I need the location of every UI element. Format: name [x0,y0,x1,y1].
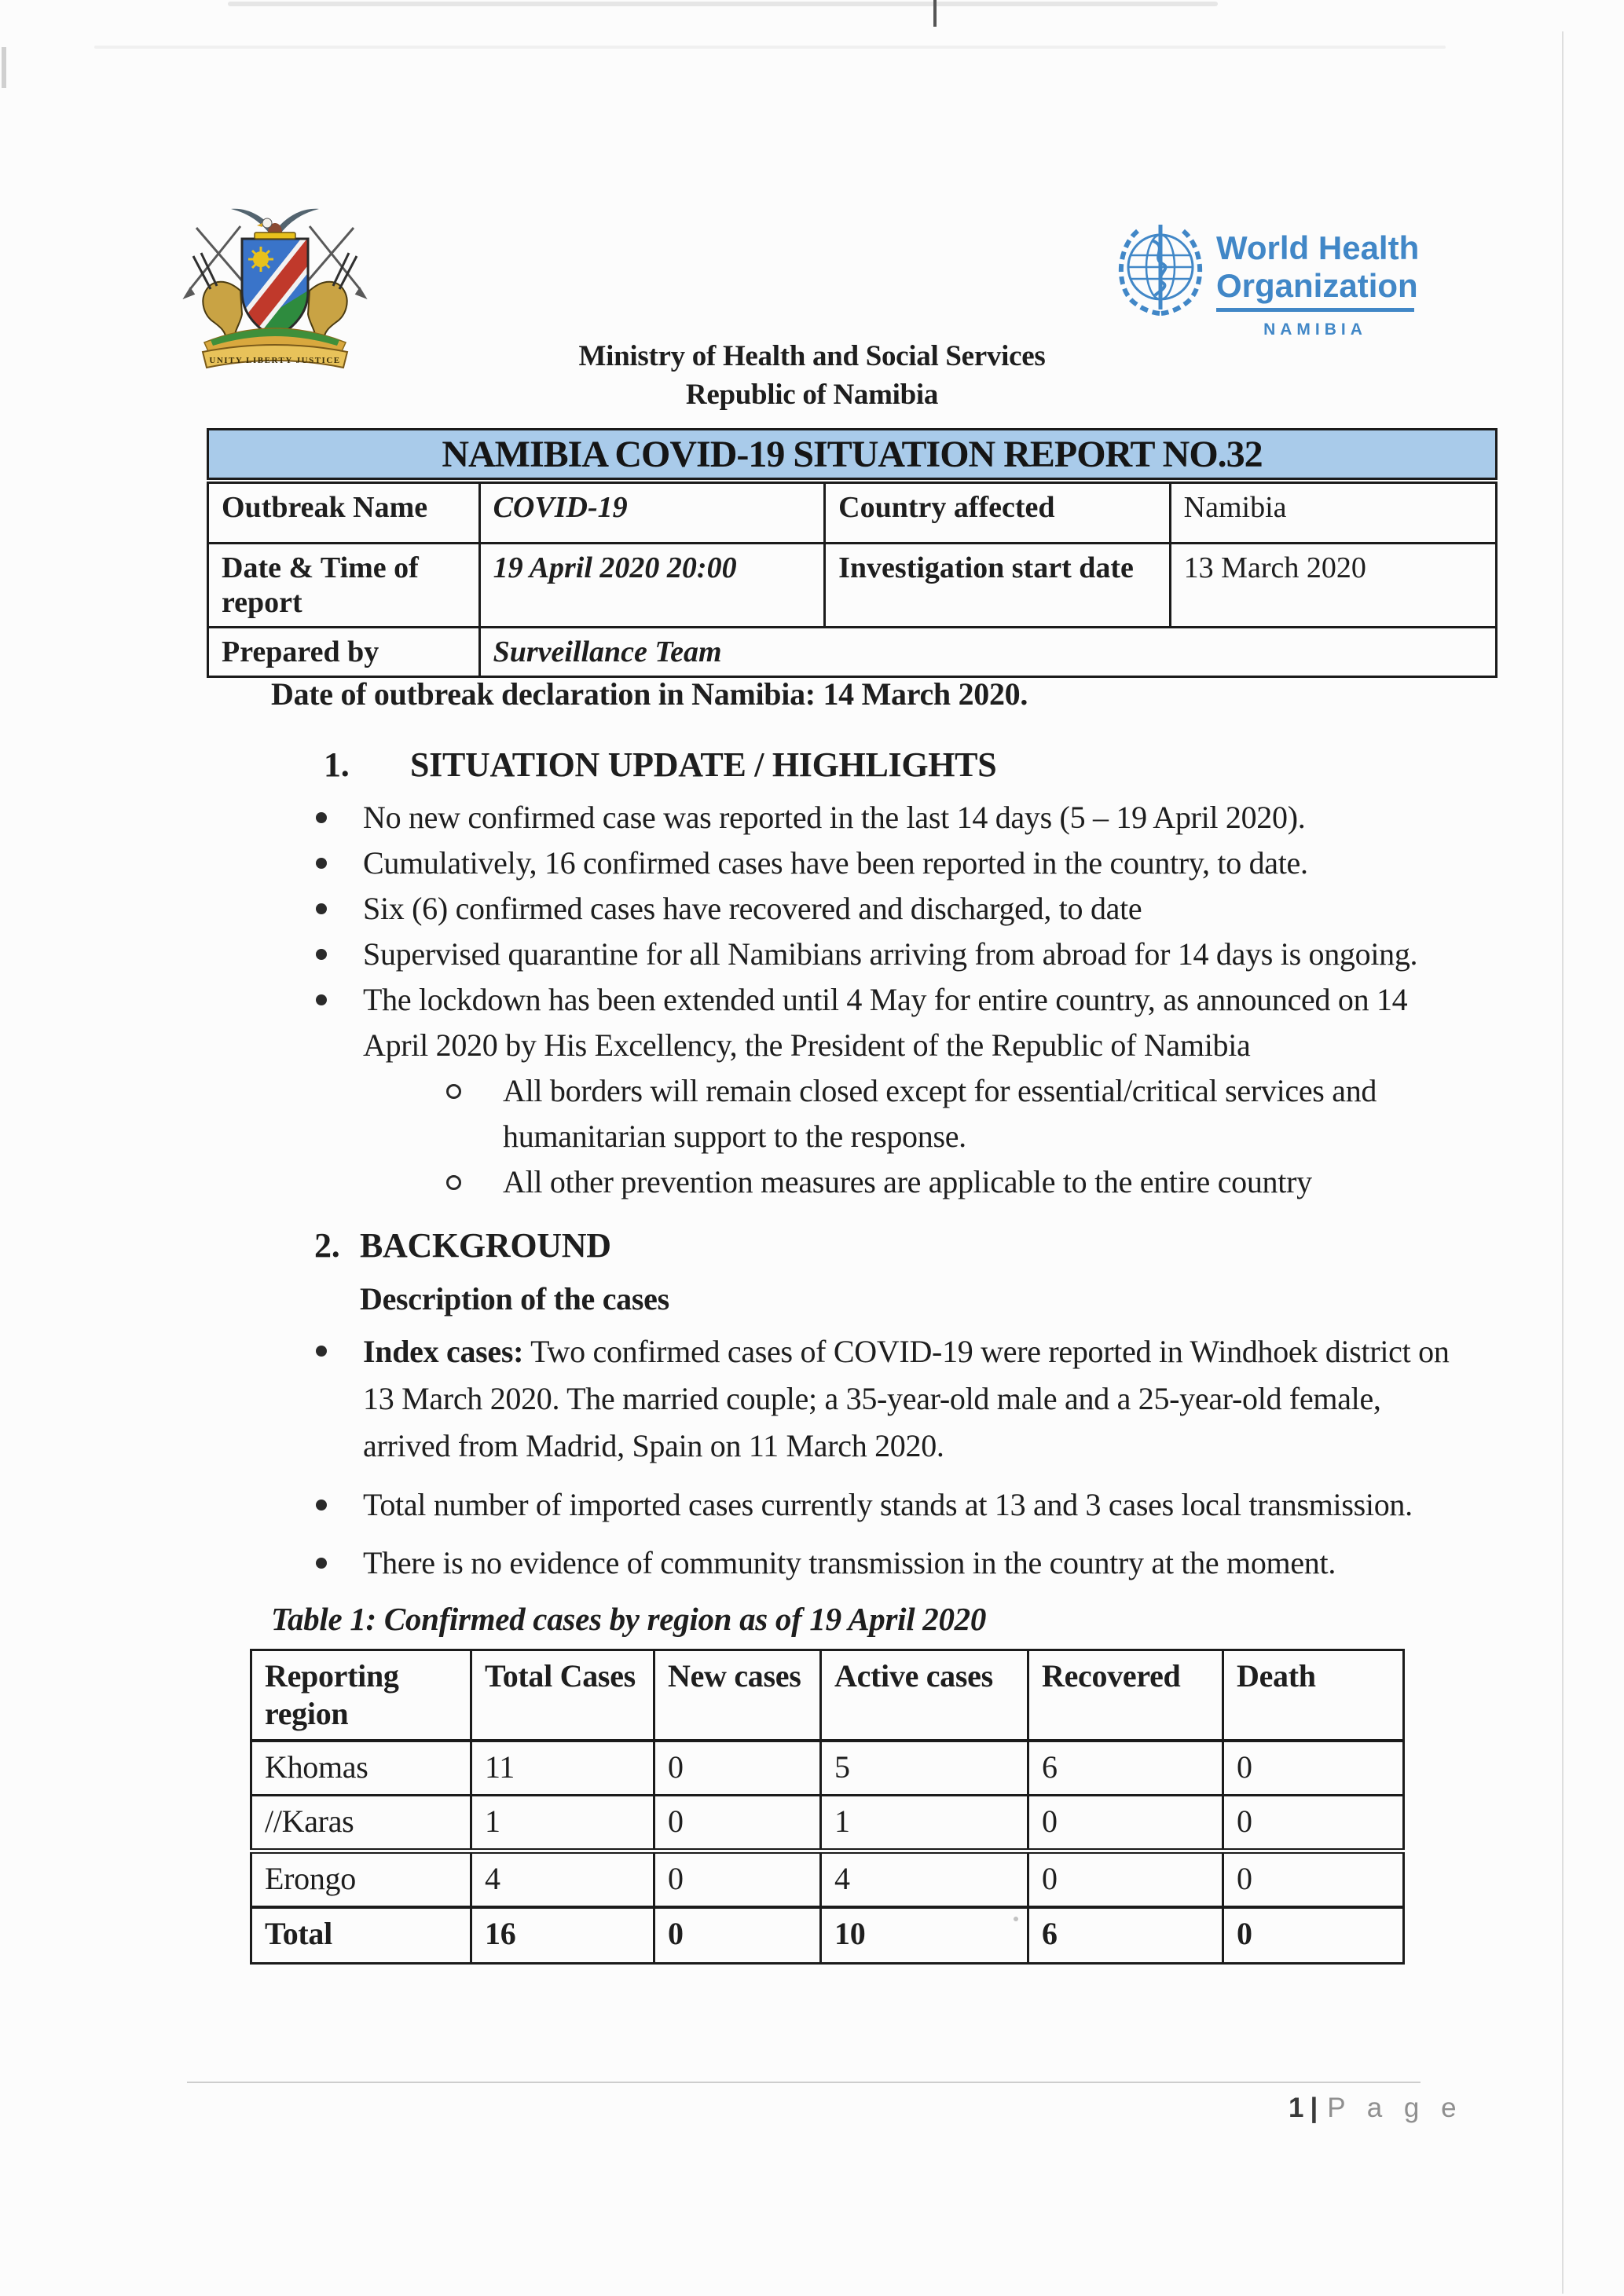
country-affected-label: Country affected [825,483,1171,544]
cell-region: //Karas [251,1796,471,1851]
report-datetime-label: Date & Time of report [208,544,480,628]
investigation-start-label: Investigation start date [825,544,1171,628]
info-row-prepared [208,628,1497,677]
cell-recovered: 6 [1028,1741,1223,1796]
table-total-row [251,1907,1404,1964]
cell-active: 4 [821,1851,1028,1908]
bullet-icon [316,812,327,823]
outbreak-name-label: Outbreak Name [208,483,480,544]
report-header-block [207,428,1498,678]
cell-region: Erongo [251,1851,471,1908]
prepared-by-label: Prepared by [208,628,480,677]
report-datetime-value: 19 April 2020 20:00 [479,544,825,628]
scan-artifact-top-smudge-2 [94,46,1446,49]
who-wordmark-line1: World Health [1216,229,1420,266]
cell-death: 0 [1223,1907,1404,1964]
cell-total: 11 [471,1741,654,1796]
page-number: 1 [1289,2093,1304,2123]
info-row-date [208,544,1497,628]
bullet-index-cases [0,1328,1624,1470]
cell-new: 0 [654,1851,821,1908]
bullet-lockdown [0,977,1624,1068]
bullet-text: The lockdown has been extended until 4 May for entire country, as announced on 14 April 2020 by His Excellency, the President of the Republic of Namibia [363,982,1408,1063]
cell-total: 4 [471,1851,654,1908]
cell-region: Khomas [251,1741,471,1796]
bullet-text: Cumulatively, 16 confirmed cases have been reported in the country, to date. [363,845,1308,881]
bullet-icon [316,949,327,960]
bullet-recovered-cases [0,886,1624,932]
cell-active: 5 [821,1741,1028,1796]
cell-new: 0 [654,1907,821,1964]
cell-region-total: Total [251,1907,471,1964]
cell-death: 0 [1223,1851,1404,1908]
bullet-text: There is no evidence of community transmission in the country at the moment. [363,1545,1336,1580]
section1-title: SITUATION UPDATE / HIGHLIGHTS [410,745,997,784]
sub-bullet-borders [0,1068,1624,1159]
col-header-region: Reporting region [251,1650,471,1741]
cell-active: 10 [821,1907,1028,1964]
who-country-label: NAMIBIA [1263,320,1367,339]
bullet-icon [316,858,327,869]
sub-bullet-text: All other prevention measures are applicable to the entire country [503,1164,1312,1199]
table-row [251,1741,1404,1796]
col-header-recovered: Recovered [1028,1650,1223,1741]
section1-number: 1. [324,745,350,784]
sub-bullet-icon [446,1175,461,1190]
bullet-text: Six (6) confirmed cases have recovered and discharged, to date [363,891,1142,926]
table-row [251,1851,1404,1908]
cell-recovered: 0 [1028,1851,1223,1908]
bullet-text: No new confirmed case was reported in the last 14 days (5 – 19 April 2020). [363,800,1306,835]
col-header-total: Total Cases [471,1650,654,1741]
footer-separator: | [1310,2093,1318,2123]
bullet-lead-bold: Index cases: [363,1334,524,1369]
coat-motto-text: UNITY LIBERTY JUSTICE [209,356,341,365]
col-header-death: Death [1223,1650,1404,1741]
cell-total: 16 [471,1907,654,1964]
cell-total: 1 [471,1796,654,1851]
info-row-outbreak [208,483,1497,544]
scan-artifact-left-edge [2,47,6,88]
country-affected-value: Namibia [1170,483,1496,544]
outbreak-name-value: COVID-19 [479,483,825,544]
report-info-table [207,482,1498,678]
cell-active: 1 [821,1796,1028,1851]
table-header-row [251,1650,1404,1741]
bullet-icon [316,903,327,914]
table1-caption: Table 1: Confirmed cases by region as of 19 April 2020 [271,1601,987,1637]
bullet-no-new-case [0,795,1624,840]
republic-subtitle: Republic of Namibia [685,379,939,411]
confirmed-cases-table [250,1649,1405,1965]
section2-heading [0,1225,1624,1266]
who-logo [1114,218,1428,352]
cell-new: 0 [654,1796,821,1851]
report-title-banner: NAMIBIA COVID-19 SITUATION REPORT NO.32 [207,428,1498,480]
cell-recovered: 6 [1028,1907,1223,1964]
bullet-quarantine [0,932,1624,977]
scan-artifact-top-smudge [228,2,1218,6]
table-row [251,1796,1404,1851]
bullet-icon [316,1558,327,1569]
bullet-text: Total number of imported cases currently stands at 13 and 3 cases local transmission. [363,1487,1413,1522]
cell-new: 0 [654,1741,821,1796]
section2-subtitle: Description of the cases [360,1281,669,1316]
outbreak-declaration-line: Date of outbreak declaration in Namibia: 14 March 2020. [271,676,1028,712]
sub-bullet-prevention [0,1159,1624,1205]
bullet-cumulative-cases [0,840,1624,886]
bullet-icon [316,1346,327,1357]
prepared-by-value: Surveillance Team [479,628,1496,677]
bullet-imported-cases [0,1482,1624,1528]
who-wordmark-line2: Organization [1216,267,1418,304]
footer-divider [187,2082,1421,2083]
cell-recovered: 0 [1028,1796,1223,1851]
footer-page-label: P a g e [1327,2093,1464,2123]
section2-title: BACKGROUND [360,1226,611,1265]
investigation-start-value: 13 March 2020 [1170,544,1496,628]
bullet-text: Supervised quarantine for all Namibians arriving from abroad for 14 days is ongoing. [363,936,1418,972]
document-body [0,745,1624,1965]
col-header-new: New cases [654,1650,821,1741]
sub-bullet-text: All borders will remain closed except for essential/critical services and humanitarian support to the response. [503,1073,1377,1154]
scan-artifact-top-tick [933,0,937,27]
bullet-icon [316,1500,327,1511]
bullet-text: Two confirmed cases of COVID-19 were reported in Windhoek district on 13 March 2020. The married couple; a 35-year-old male and a 25-year-old female, arrived from Madrid, Spain on 11 March 2020. [363,1334,1450,1463]
bullet-icon [316,994,327,1005]
ministry-title: Ministry of Health and Social Services [578,340,1046,372]
section1-heading [0,745,1624,785]
sub-bullet-icon [446,1084,461,1099]
bullet-community-transmission [0,1540,1624,1586]
page-footer [1289,2093,1464,2124]
section2-number: 2. [314,1226,340,1265]
cell-death: 0 [1223,1796,1404,1851]
col-header-active: Active cases [821,1650,1028,1741]
cell-death: 0 [1223,1741,1404,1796]
